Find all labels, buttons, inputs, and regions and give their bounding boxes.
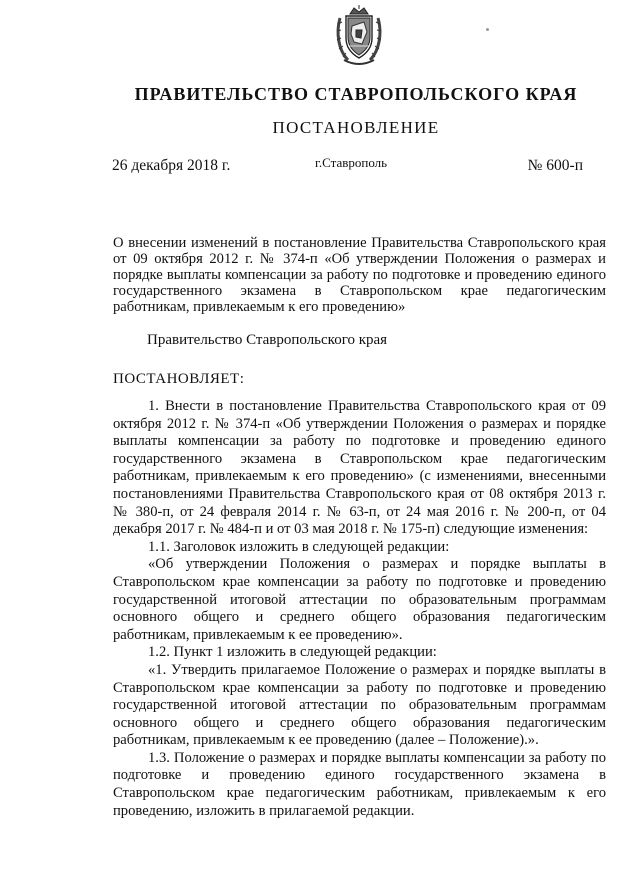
issuing-body: Правительство Ставропольского края	[147, 332, 388, 348]
paragraph-1-2: 1.2. Пункт 1 изложить в следующей редакции:	[148, 644, 437, 661]
paragraph-1-1: 1.1. Заголовок изложить в следующей редакции:	[148, 538, 450, 555]
document-city: г.Ставрополь	[315, 155, 388, 170]
scan-speck	[486, 28, 489, 31]
decrees-heading: ПОСТАНОВЛЯЕТ:	[113, 371, 245, 387]
document-body	[113, 398, 606, 820]
document-date: 26 декабря 2018 г.	[112, 157, 231, 174]
document-subject: О внесении изменений в постановление Правительства Ставропольского края от 09 октября 2012 г. № 374-п «Об утверждении Положения о размерах и порядке выплаты компенсации за работу по подготовке и проведению единого государственного экзамена в Ставропольском крае педагогическим работникам, привлекаемым к его проведению»	[113, 235, 606, 315]
document-number: № 600-п	[527, 157, 583, 174]
document-type: ПОСТАНОВЛЕНИЕ	[272, 118, 440, 137]
paragraph-1-3: 1.3. Положение о размерах и порядке выплаты компенсации за работу по подготовке и проведению единого государственного экзамена в Ставропольском крае педагогическим работникам, привлекаемым к его проведению, изложить в прилагаемой редакции.	[113, 749, 606, 819]
paragraph-1-1-text: «Об утверждении Положения о размерах и порядке выплаты в Ставропольском крае компенсации за работу по подготовке и проведению государственной итоговой аттестации по образовательным программам основного общего и среднего общего образования педагогическим работникам, привлекаемым к ее проведению».	[113, 556, 606, 643]
paragraph-1: 1. Внести в постановление Правительства Ставропольского края от 09 октября 2012 г. № 374-п «Об утверждении Положения о размерах и порядке выплаты компенсации за работу по подготовке и проведению единого государственного экзамена в Ставропольском крае педагогическим работникам, привлекаемым к его проведению» (с изменениями, внесенными постановлениями Правительства Ставропольского края от 08 октября 2013 г. № 380-п, от 24 февраля 2014 г. № 63-п, от 24 мая 2016 г. № 200-п, от 04 декабря 2017 г. № 484-п и от 03 мая 2018 г. № 175-п) следующие изменения:	[113, 398, 606, 538]
org-title: ПРАВИТЕЛЬСТВО СТАВРОПОЛЬСКОГО КРАЯ	[134, 84, 578, 104]
coat-of-arms-icon	[334, 4, 384, 68]
paragraph-1-2-text: «1. Утвердить прилагаемое Положение о размерах и порядке выплаты в Ставропольском крае компенсации за работу по подготовке и проведению государственной итоговой аттестации по образовательным программам основного общего и среднего общего образования педагогическим работникам, привлекаемым к ее проведению (далее – Положение).».	[113, 661, 606, 749]
